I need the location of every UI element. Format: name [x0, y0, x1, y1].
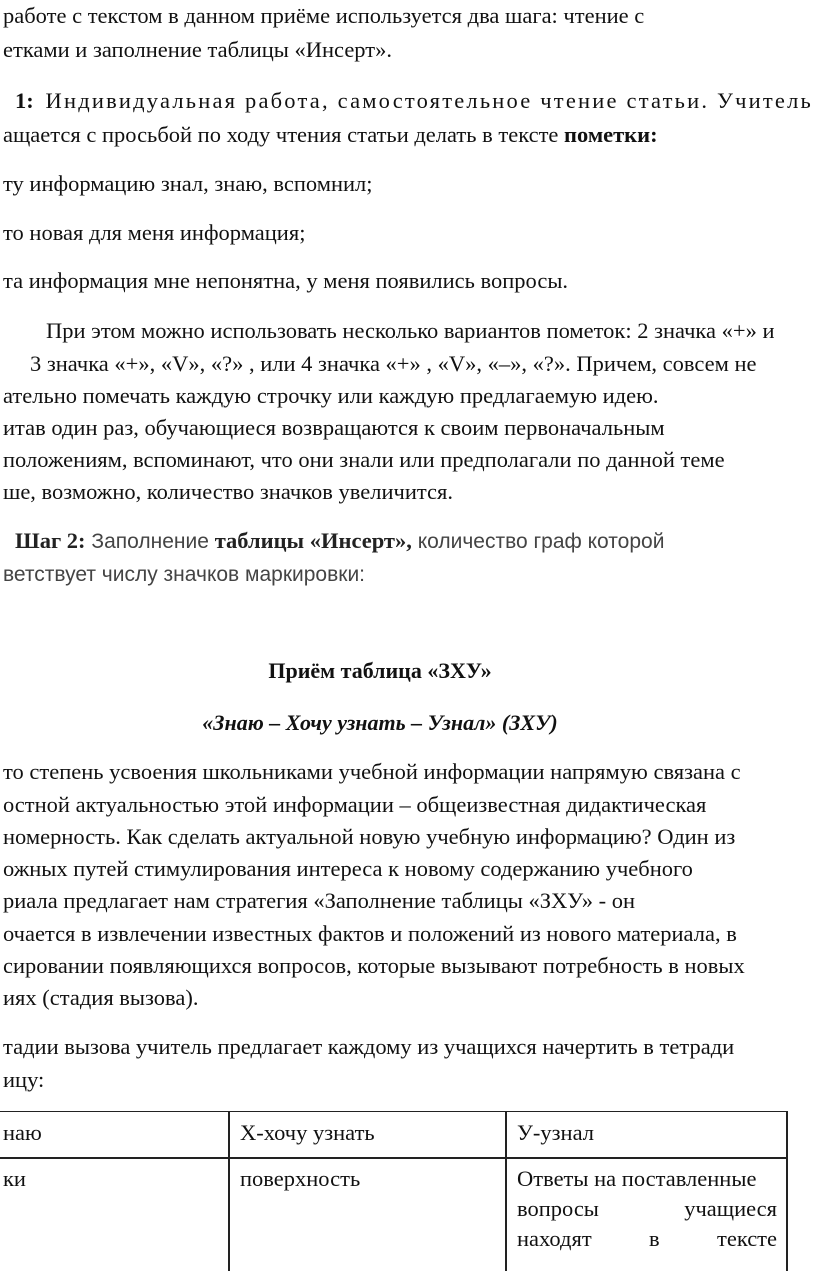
step2-label: Шаг 2:	[15, 528, 86, 553]
table-cell-3-line-2: вопросы учащиеся	[517, 1196, 777, 1221]
zhu-line-5: риала предлагает нам стратегия «Заполнение таблицы «ЗХУ» - он	[3, 888, 636, 913]
variants-line-1: При этом можно использовать несколько вариантов пометок: 2 значка «+» и	[46, 318, 775, 343]
zhu-line-2: остной актуальностью этой информации – общеизвестная дидактическая	[3, 792, 707, 817]
section-title: Приём таблица «ЗХУ»	[268, 658, 492, 683]
step1-text: Индивидуальная работа, самостоятельное чтение статьи. Учитель	[45, 88, 813, 113]
zhu-line-1: то степень усвоения школьниками учебной информации напрямую связана с	[3, 759, 741, 784]
table-cell-3-line-3: находят в тексте	[517, 1226, 777, 1251]
step1-line-1	[3, 87, 813, 115]
table-header-2: Х-хочу узнать	[240, 1120, 375, 1145]
table-header-3: У-узнал	[517, 1120, 595, 1145]
table-cell-3-line-1: Ответы на поставленные	[517, 1166, 757, 1191]
table-col-divider-2	[505, 1111, 507, 1271]
variants-line-5: положениям, вспоминают, что они знали или предполагали по данной теме	[3, 447, 725, 472]
variants-line-4: итав один раз, обучающиеся возвращаются к своим первоначальным	[3, 415, 665, 440]
table-header-1: наю	[3, 1120, 42, 1145]
intro-line-2: етками и заполнение таблицы «Инсерт».	[3, 37, 392, 62]
table-col-divider-3	[786, 1111, 788, 1271]
table-row-divider	[0, 1157, 787, 1159]
variants-line-2: 3 значка «+», «V», «?» , или 4 значка «+» , «V», «–», «?». Причем, совсем не	[30, 351, 757, 376]
step2-line-2: ветствует числу значков маркировки:	[3, 563, 366, 586]
insert-table-bold: таблицы «Инсерт»,	[214, 528, 412, 553]
zhu-line-4: ожных путей стимулирования интереса к новому содержанию учебного	[3, 856, 693, 881]
intro-line-1: работе с текстом в данном приёме используется два шага: чтение с	[3, 3, 645, 28]
variants-line-6: ше, возможно, количество значков увеличится.	[3, 479, 453, 504]
variants-line-3: ательно помечать каждую строчку или каждую предлагаемую идею.	[3, 383, 659, 408]
stage-line-2: ицу:	[3, 1067, 45, 1092]
table-cell-2: поверхность	[240, 1166, 361, 1191]
step1-label: 1:	[15, 88, 34, 113]
mark-item-1: ту информацию знал, знаю, вспомнил;	[3, 171, 373, 196]
mark-item-3: та информация мне непонятна, у меня появились вопросы.	[3, 268, 569, 293]
zhu-line-8: иях (стадия вызова).	[3, 985, 199, 1010]
step1-line-2: ащается с просьбой по ходу чтения статьи делать в тексте пометки:	[3, 122, 658, 147]
step2-line-1: Шаг 2: Заполнение таблицы «Инсерт», количество граф которой	[15, 528, 665, 553]
table-col-divider-1	[228, 1111, 230, 1271]
pometki-bold: пометки:	[564, 122, 658, 147]
zhu-line-6: очается в извлечении известных фактов и положений из нового материала, в	[3, 921, 737, 946]
table-cell-1: ки	[3, 1166, 26, 1191]
zhu-line-7: сировании появляющихся вопросов, которые вызывают потребность в новых	[3, 953, 745, 978]
stage-line-1: тадии вызова учитель предлагает каждому из учащихся начертить в тетради	[3, 1034, 735, 1059]
section-subtitle: «Знаю – Хочу узнать – Узнал» (ЗХУ)	[202, 710, 558, 735]
mark-item-2: то новая для меня информация;	[3, 220, 306, 245]
zhu-line-3: номерность. Как сделать актуальной новую учебную информацию? Один из	[3, 824, 736, 849]
